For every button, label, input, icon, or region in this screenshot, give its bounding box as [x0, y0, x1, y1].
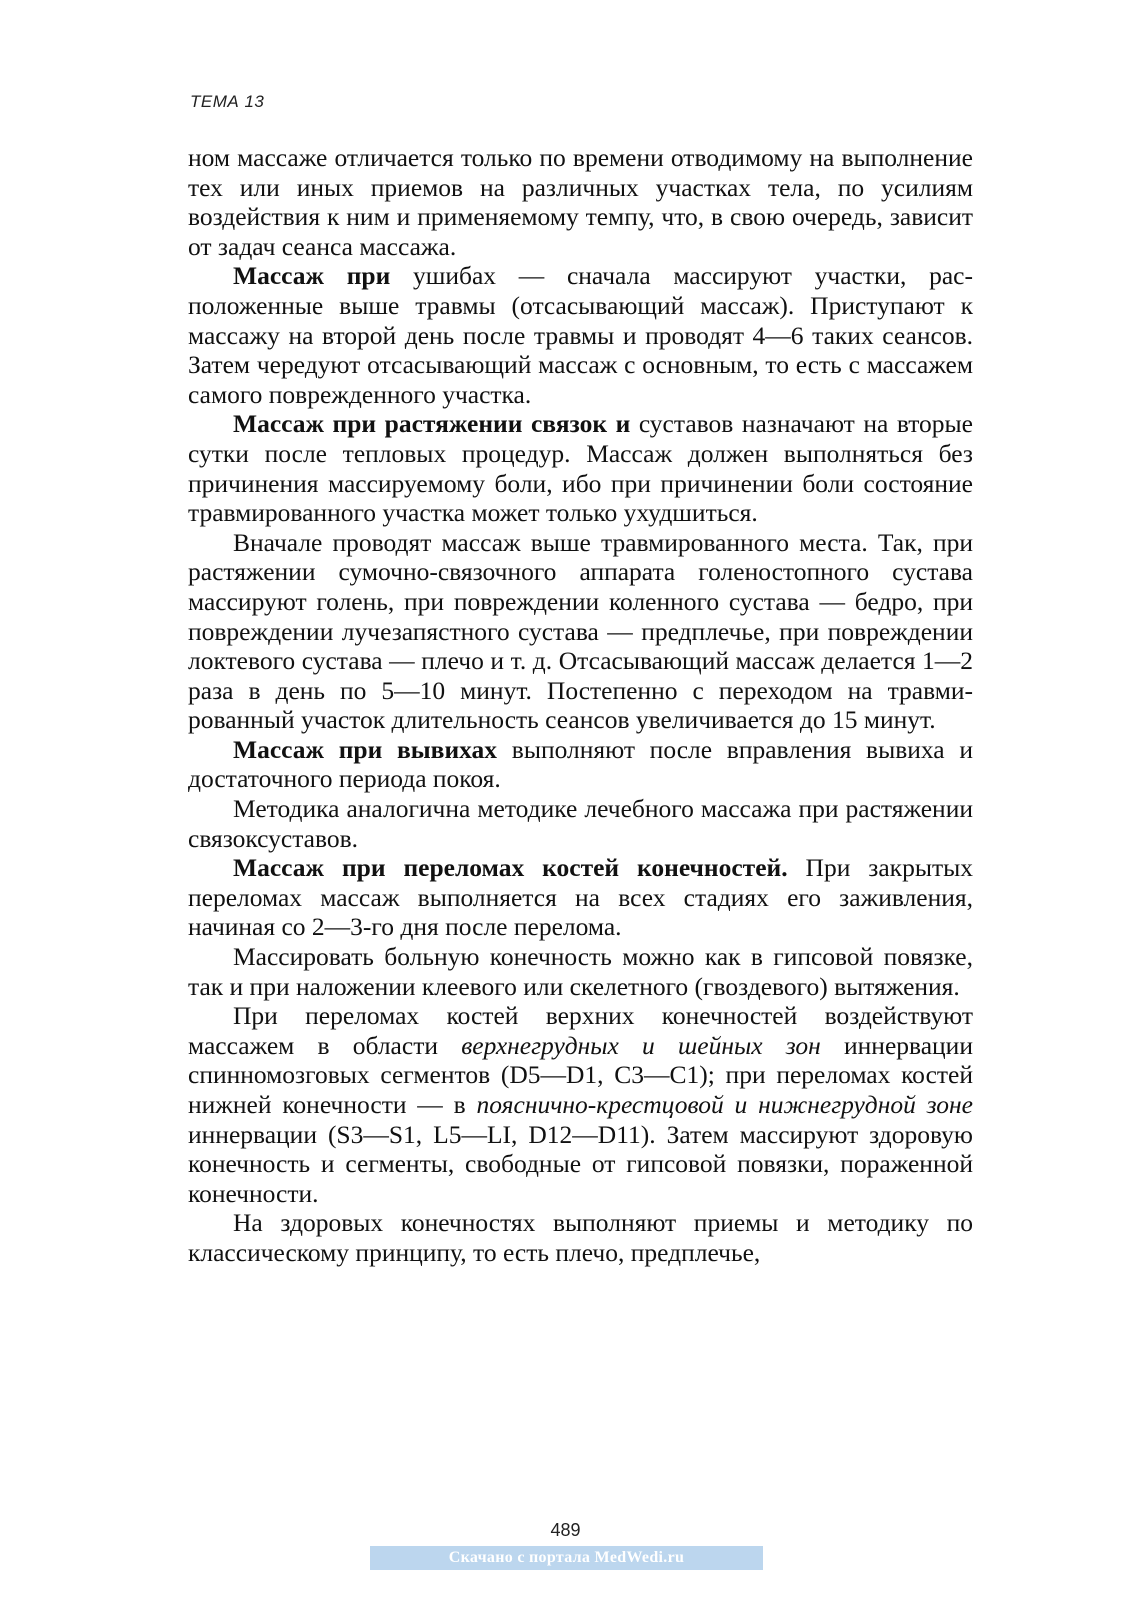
running-header: ТЕМА 13 — [190, 92, 265, 111]
paragraph-text: иннервации (S3—S1, L5—LI, D12—D11). Затем массируют здоровую конечность и сегменты, свободные от гипсовой повязки, пораженной конечности. — [188, 1119, 973, 1208]
paragraph-sprains — [188, 409, 973, 527]
emphasis-text: верхнегрудных и шейных зон — [461, 1030, 821, 1060]
paragraph-text: ушибах — сначала массируют участки, расположенные выше травмы (отсасывающий массаж). Приступают к массажу на второй день после травмы и проводят 4—6 таких сеансов. Затем чередуют отсасывающий массаж с основным, то есть с массажем самого поврежденного участка. — [188, 261, 973, 409]
paragraph-text: На здоровых конечностях выполняют приемы и методику по классическому принципу, то есть плечо, предплечье, — [188, 1208, 973, 1267]
page-number: 489 — [550, 1520, 581, 1540]
paragraph-1 — [188, 143, 973, 261]
paragraph-text: При переломах костей верхних конечностей воздействуют массажем в области — [188, 1001, 973, 1060]
paragraph-text: При закрытых переломах массаж выполняется на всех стадиях его заживления, начиная со 2—3-го дня после перелома. — [188, 853, 973, 942]
paragraph-text: суставов назначают на вторые сутки после тепловых процедур. Массаж должен выполняться без причинения массируемому боли, ибо при причинении боли состояние травмированного участка может только ухудшиться. — [188, 409, 974, 528]
paragraph-segments — [188, 1001, 973, 1208]
emphasis-text: пояснично-крестцовой и нижнегрудной зоне — [476, 1090, 973, 1119]
paragraph-healthy-limbs — [188, 1208, 973, 1267]
paragraph-text: ном массаже отличается только по времени отводимому на выполнение тех или иных приемов на различных участках тела, по усилиям воздействия к ним и применяемому темпу, что, в свою очередь, зависит от задач сеанса массажа. — [188, 143, 973, 261]
paragraph-text: Массировать больную конечность можно как в гипсовой повязке, так и при наложении клеевого или скелетного (гвоздевого) вытяжения. — [188, 942, 973, 1001]
paragraph-text: Вначале проводят массаж выше травмированного места. Так, при растяжении сумочно-связочного аппарата голеностопного сустава массируют голень, при повреждении коленного сустава — бедро, при повреждении лучезапястного сустава — предплечье, при повреждении локтевого сустава — плечо и т. д. Отсасывающий массаж делается 1—2 раза в день по 5—10 минут. Постепенно с переходом на травмированный участок длительность сеансов увеличивается до 15 минут. — [188, 527, 973, 735]
paragraph-bruises — [188, 261, 973, 409]
paragraph-text: выполняют после вправления вывиха и достаточного периода покоя. — [188, 734, 973, 794]
paragraph-fractures — [188, 853, 973, 942]
watermark-banner — [370, 1546, 763, 1570]
paragraph-heading: Массаж при растяжении связок и — [233, 409, 631, 439]
paragraph-heading: Массаж при переломах костей конечностей. — [233, 853, 788, 883]
paragraph-method — [188, 794, 973, 853]
paragraph-text: Методика аналогична методике лечебного массажа при растяжении связоксуставов. — [188, 794, 973, 853]
watermark-text: Скачано с портала MedWedi.ru — [448, 1549, 685, 1566]
paragraph-cast — [188, 942, 973, 1001]
paragraph-heading: Массаж при вывихах — [233, 734, 498, 764]
page-body — [188, 143, 973, 1268]
paragraph-sprains-procedure — [188, 528, 973, 735]
paragraph-dislocations — [188, 735, 973, 794]
paragraph-heading: Массаж при — [233, 261, 391, 291]
paragraph-text: иннервации спинномозговых сегментов (D5—D1, C3—C1); при переломах костей нижней конечности — в — [188, 1030, 973, 1119]
